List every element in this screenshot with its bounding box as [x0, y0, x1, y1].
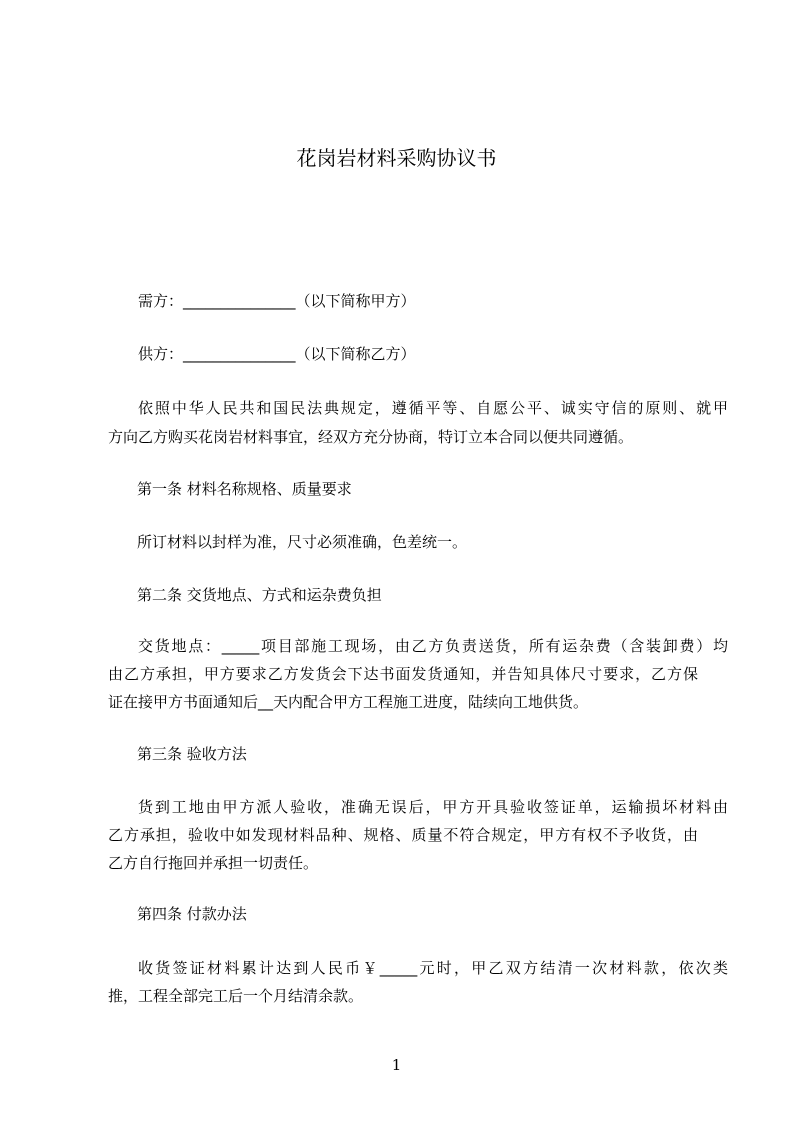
article-4-heading: 第四条 付款办法: [137, 905, 247, 923]
supplier-line: 供方：_______________（以下简称乙方）: [138, 345, 416, 363]
page-number: 1: [391, 1056, 402, 1074]
article-3-line-2: 乙方承担，验收中如发现材料品种、规格、质量不符合规定，甲方有权不予收货，由: [108, 826, 698, 844]
article-3-line-3: 乙方自行拖回并承担一切责任。: [108, 854, 319, 872]
article-2-heading: 第二条 交货地点、方式和运杂费负担: [137, 586, 382, 604]
article-4-line-2: 推，工程全部完工后一个月结清余款。: [108, 987, 364, 1005]
article-1-body: 所订材料以封样为准，尺寸必须准确，色差统一。: [137, 533, 468, 551]
preamble-line-1: 依照中华人民共和国民法典规定，遵循平等、自愿公平、诚实守信的原则、就甲: [138, 399, 728, 417]
buyer-line: 需方：_______________（以下简称甲方）: [138, 292, 416, 310]
preamble-line-2: 方向乙方购买花岗岩材料事宜，经双方充分协商，特订立本合同以便共同遵循。: [108, 428, 634, 446]
article-3-line-1: 货到工地由甲方派人验收，准确无误后，甲方开具验收签证单，运输损坏材料由: [138, 798, 728, 816]
document-title: 花岗岩材料采购协议书: [296, 146, 497, 170]
article-2-line-2: 由乙方承担，甲方要求乙方发货会下达书面发货通知，并告知具体尺寸要求，乙方保: [108, 665, 698, 683]
article-3-heading: 第三条 验收方法: [137, 745, 247, 763]
article-1-heading: 第一条 材料名称规格、质量要求: [137, 480, 352, 498]
article-4-line-1: 收货签证材料累计达到人民币￥_____元时，甲乙双方结清一次材料款，依次类: [138, 959, 728, 977]
article-2-line-1: 交货地点：_____项目部施工现场，由乙方负责送货，所有运杂费（含装卸费）均: [138, 637, 728, 655]
article-2-line-3: 证在接甲方书面通知后__天内配合甲方工程施工进度，陆续向工地供货。: [108, 693, 589, 711]
